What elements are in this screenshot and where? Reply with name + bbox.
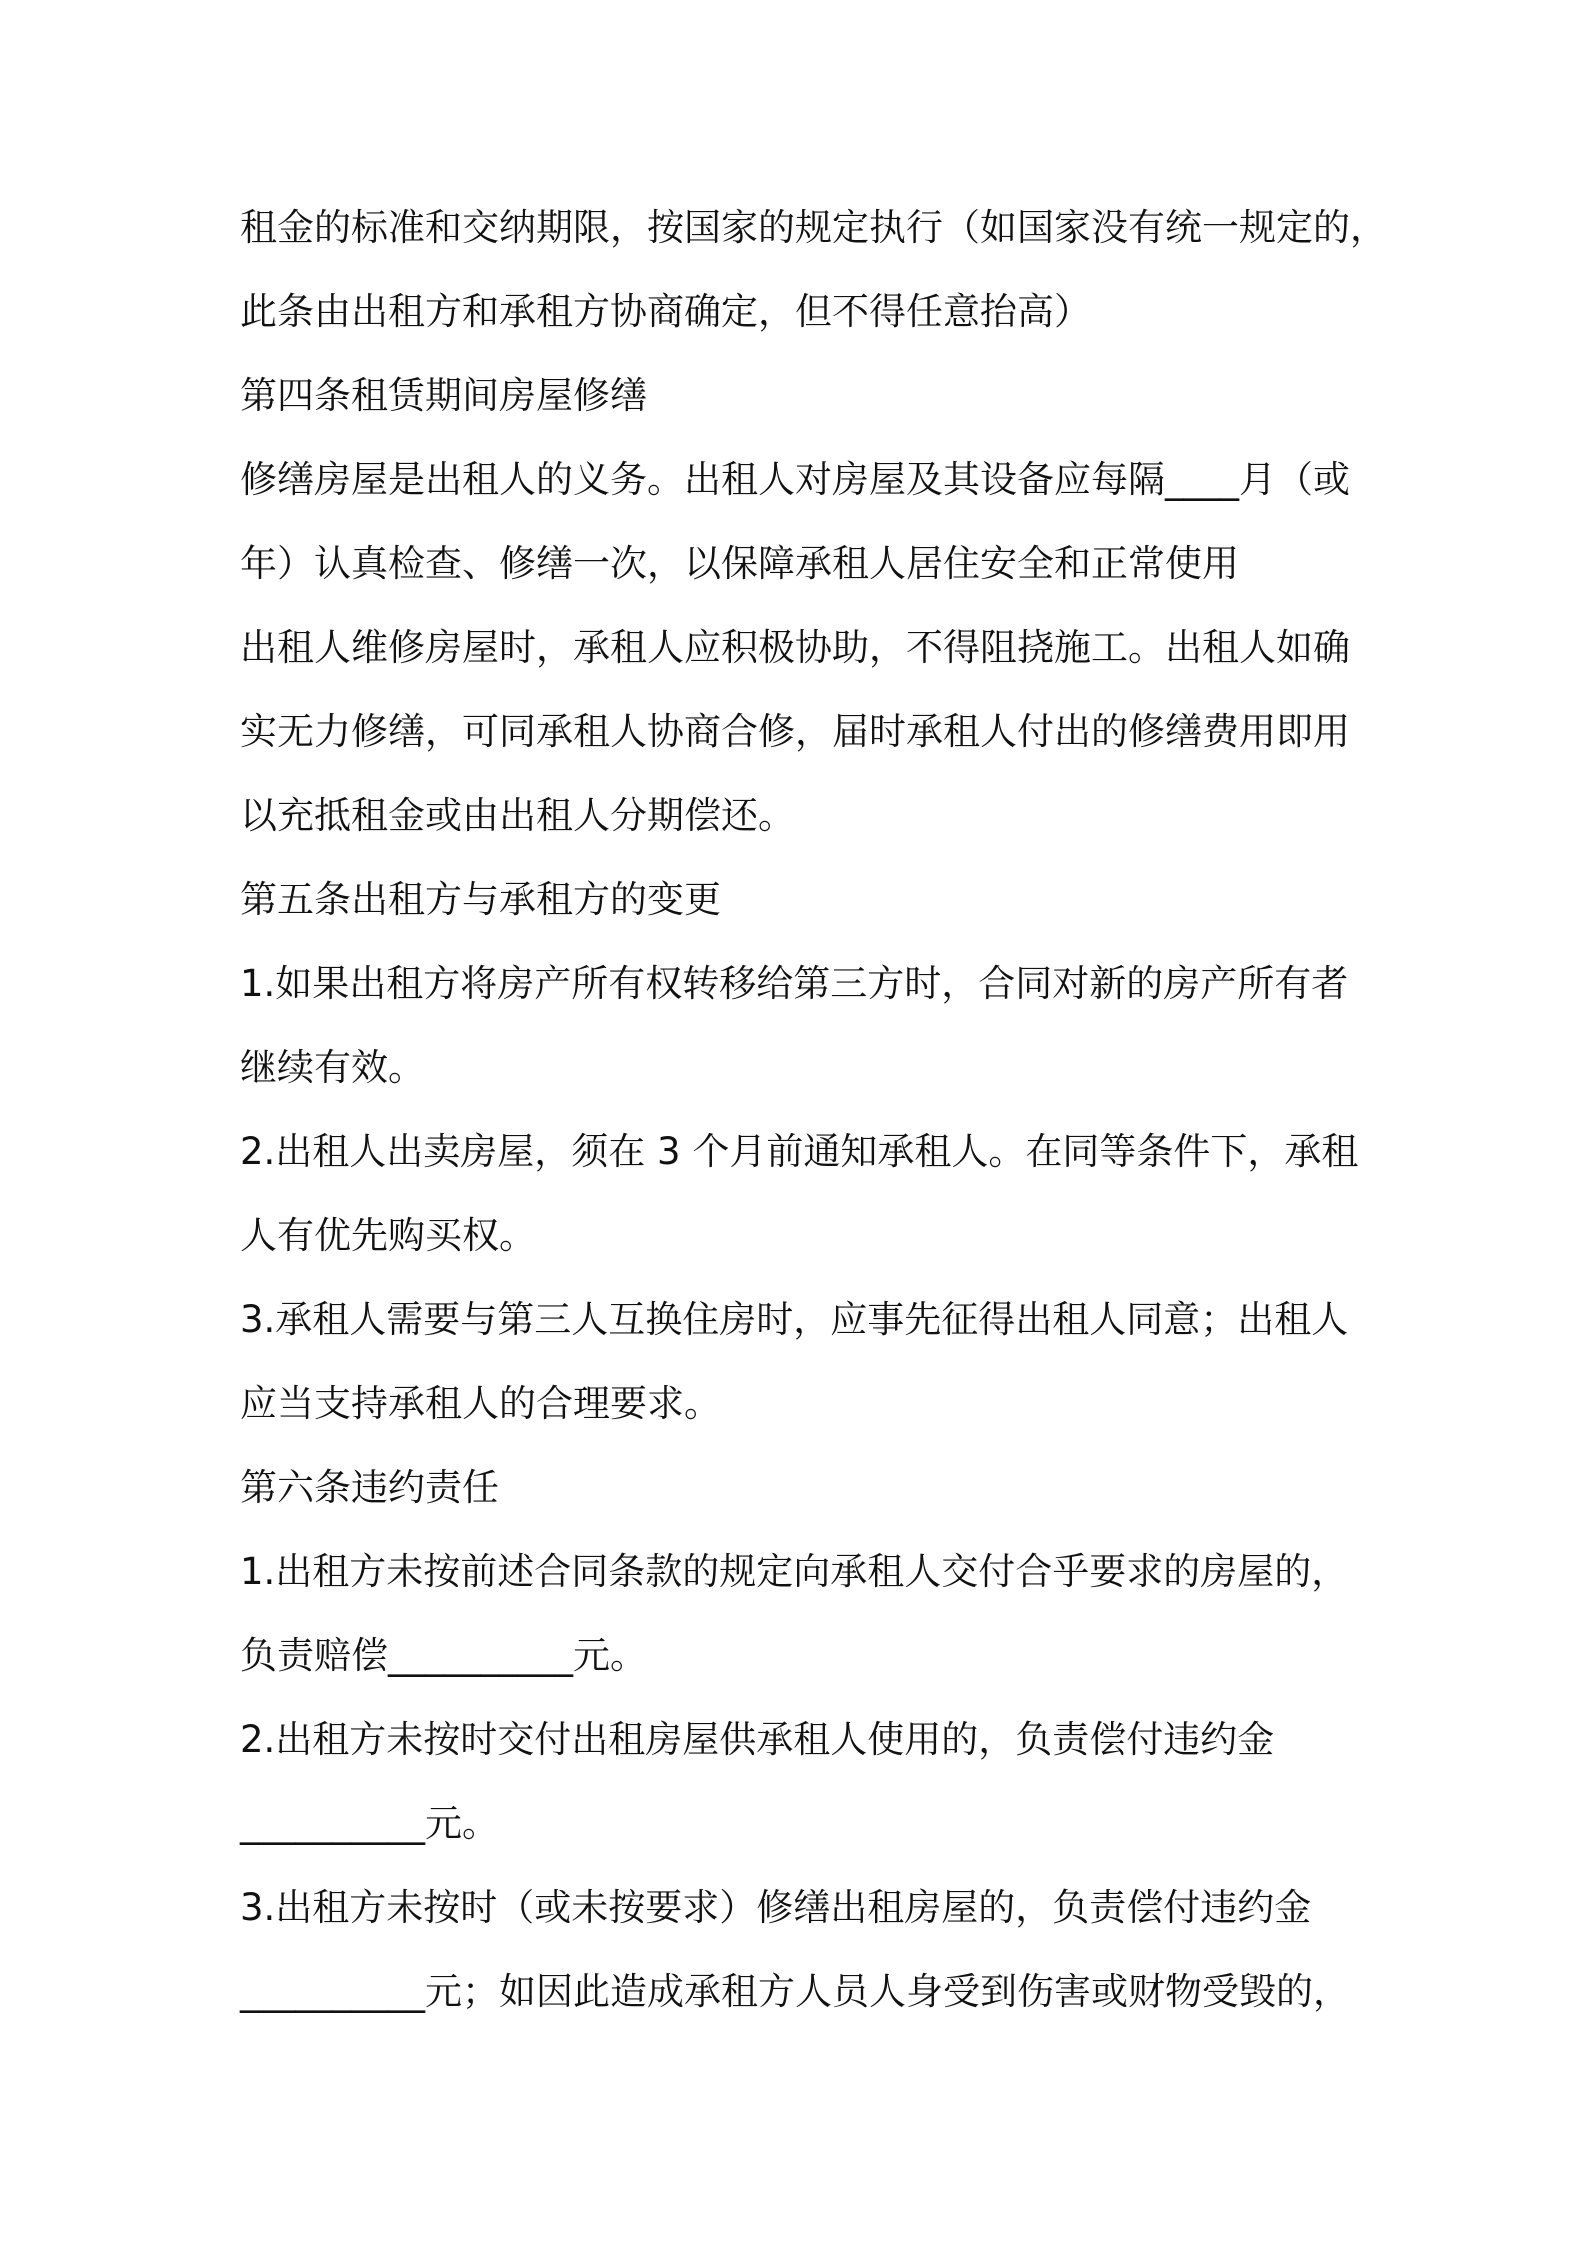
text-line: 应当支持承租人的合理要求。 — [240, 1382, 721, 1425]
text-line: 继续有效。 — [240, 1046, 425, 1089]
text-line: __________元；如因此造成承租方人员人身受到伤害或财物受毁的， — [240, 1970, 1350, 2013]
section-heading: 第五条出租方与承租方的变更 — [240, 878, 721, 921]
text-line: 人有优先购买权。 — [240, 1214, 536, 1257]
text-line: 3.出租方未按时（或未按要求）修缮出租房屋的，负责偿付违约金 — [240, 1886, 1312, 1929]
text-line: __________元。 — [240, 1802, 499, 1845]
text-line: 租金的标准和交纳期限，按国家的规定执行（如国家没有统一规定的， — [240, 206, 1387, 249]
text-line: 以充抵租金或由出租人分期偿还。 — [240, 794, 795, 837]
text-line: 2.出租方未按时交付出租房屋供承租人使用的，负责偿付违约金 — [240, 1718, 1275, 1761]
text-line: 此条由出租方和承租方协商确定，但不得任意抬高） — [240, 290, 1091, 333]
text-line: 出租人维修房屋时，承租人应积极协助，不得阻挠施工。出租人如确 — [240, 626, 1350, 669]
text-line: 3.承租人需要与第三人互换住房时，应事先征得出租人同意；出租人 — [240, 1298, 1349, 1341]
text-line: 2.出租人出卖房屋，须在 3 个月前通知承租人。在同等条件下，承租 — [240, 1130, 1359, 1173]
text-line: 负责赔偿__________元。 — [240, 1634, 647, 1677]
section-heading: 第四条租赁期间房屋修缮 — [240, 374, 647, 417]
text-line: 实无力修缮，可同承租人协商合修，届时承租人付出的修缮费用即用 — [240, 710, 1350, 753]
section-heading: 第六条违约责任 — [240, 1466, 499, 1509]
text-line: 年）认真检查、修缮一次，以保障承租人居住安全和正常使用 — [240, 542, 1239, 585]
text-line: 修缮房屋是出租人的义务。出租人对房屋及其设备应每隔____月（或 — [240, 458, 1350, 501]
text-line: 1.出租方未按前述合同条款的规定向承租人交付合乎要求的房屋的， — [240, 1550, 1349, 1593]
text-line: 1.如果出租方将房产所有权转移给第三方时，合同对新的房产所有者 — [240, 962, 1349, 1005]
